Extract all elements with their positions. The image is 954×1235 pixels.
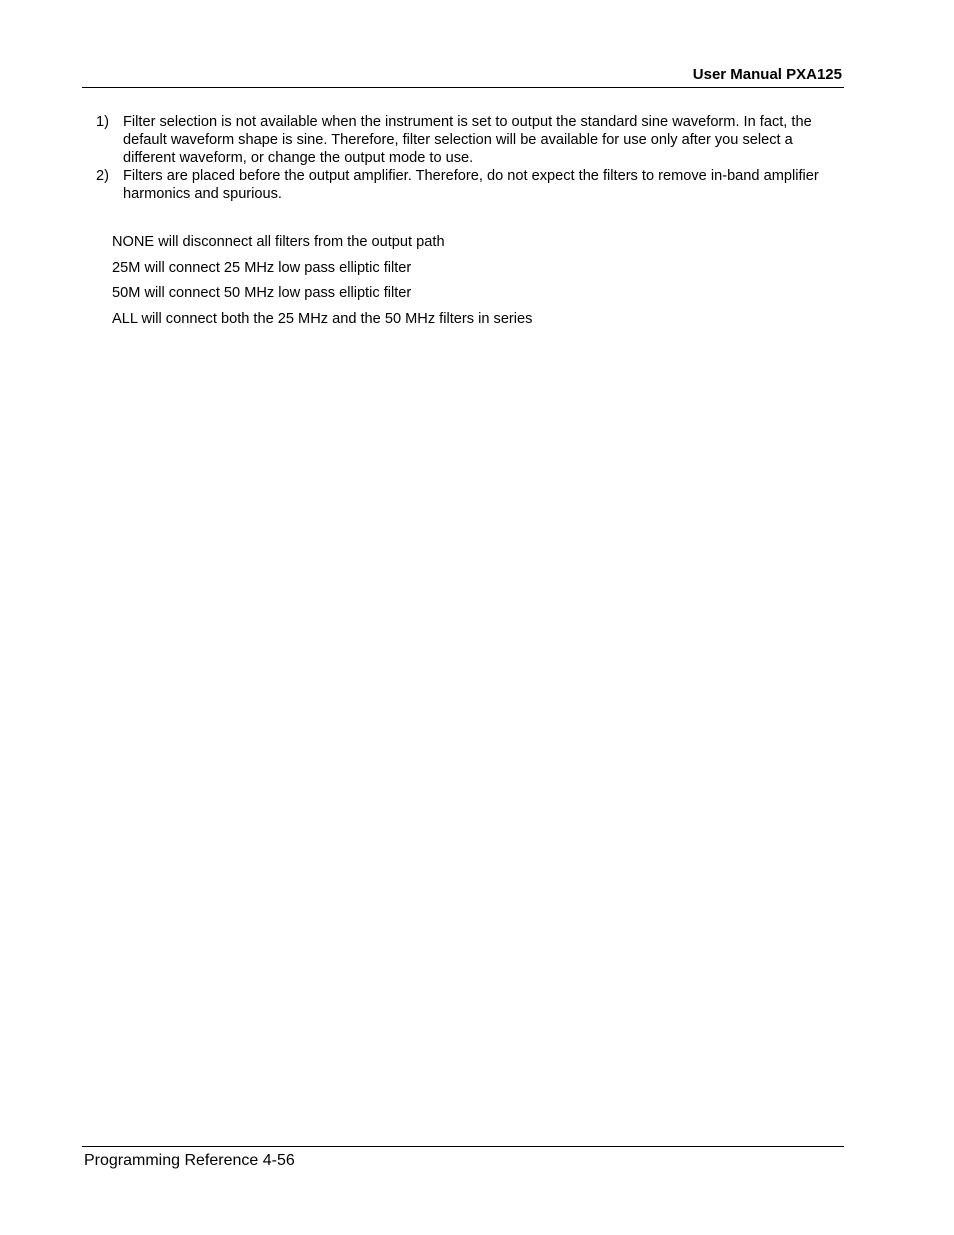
filter-option-50m: 50M will connect 50 MHz low pass elliptic filter: [112, 285, 412, 301]
filter-option-25m: 25M will connect 25 MHz low pass elliptic filter: [112, 259, 412, 276]
filter-option-all: ALL will connect both the 25 MHz and the 50 MHz filters in series: [112, 310, 533, 327]
page-footer: [82, 1146, 844, 1169]
note-item: [96, 167, 836, 203]
page-header: [82, 64, 844, 88]
footer-page-reference: Programming Reference 4-56: [84, 1152, 295, 1169]
note-text: Filter selection is not available when the instrument is set to output the standard sine waveform. In fact, the default waveform shape is sine. Therefore, filter selection will be available for use only after you select a different waveform, or change the output mode to use.: [123, 114, 812, 166]
note-item: [96, 113, 836, 167]
filter-options-list: [112, 233, 812, 335]
filter-option-none: NONE will disconnect all filters from the output path: [112, 234, 445, 250]
note-text: Filters are placed before the output amplifier. Therefore, do not expect the filters to remove in-band amplifier harmonics and spurious.: [123, 168, 819, 202]
note-number: 2): [96, 168, 109, 184]
notes-list: [96, 113, 836, 203]
note-number: 1): [96, 114, 109, 130]
page-title: User Manual PXA125: [692, 66, 842, 83]
